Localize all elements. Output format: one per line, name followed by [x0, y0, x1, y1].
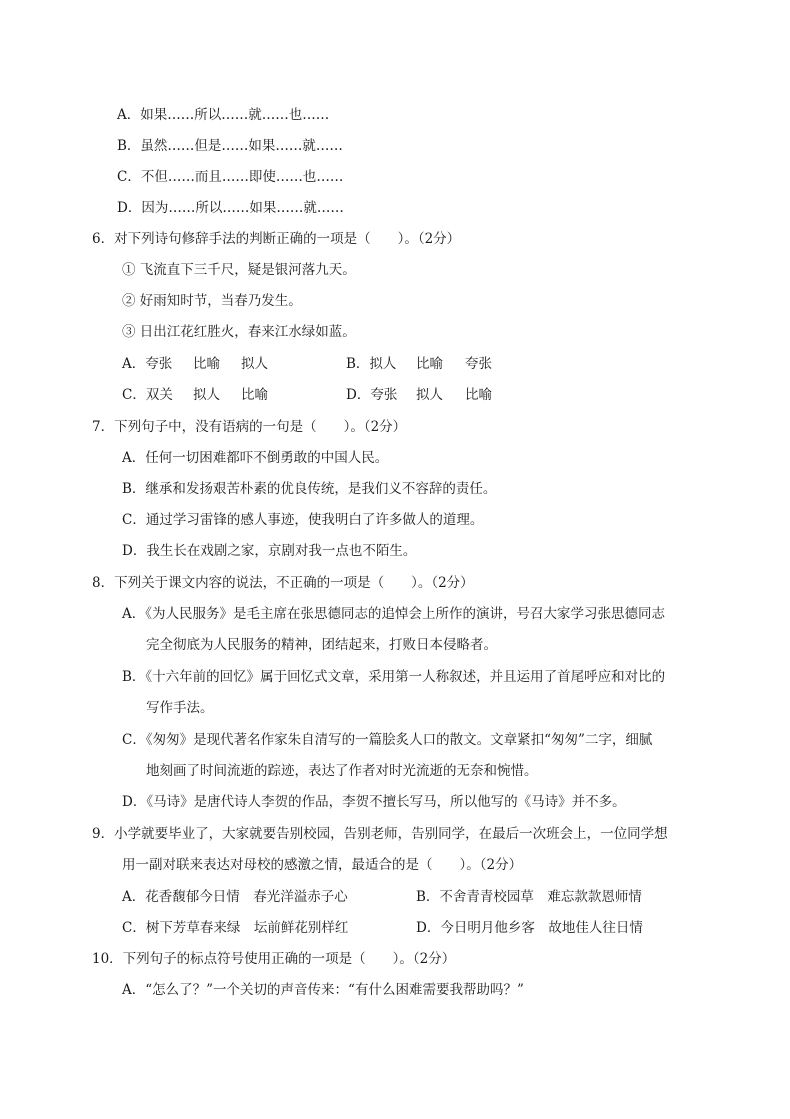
q6-option-d-term-3: 比喻: [465, 387, 492, 403]
q6-option-a-term-2: 比喻: [193, 356, 220, 372]
q8-stem: 8．下列关于课文内容的说法，不正确的一项是（ ）。（2分）: [92, 575, 474, 591]
q6-option-a-term-1: A．夸张: [122, 356, 173, 372]
q6-option-a-term-3: 拟人: [241, 356, 268, 372]
q8-option-a-line1: A．《为人民服务》是毛主席在张思德同志的追悼会上所作的演讲，号召大家学习张思德同志: [122, 606, 665, 622]
q6-option-c-term-1: C．双关: [122, 387, 173, 403]
q9-option-a: A．花香馥郁今日情 春光洋溢赤子心: [122, 889, 348, 905]
q5-option-c: C．不但……而且……即使……也……: [117, 169, 344, 185]
q9-option-b: B．不舍青青校园草 难忘款款恩师情: [416, 889, 642, 905]
q7-stem: 7．下列句子中，没有语病的一句是（ ）。（2分）: [92, 419, 407, 435]
q7-option-a: A．任何一切困难都吓不倒勇敢的中国人民。: [122, 450, 389, 466]
q5-option-b: B．虽然……但是……如果……就……: [117, 138, 343, 154]
q7-option-b: B．继承和发扬艰苦朴素的优良传统，是我们义不容辞的责任。: [122, 481, 497, 497]
q6-item-3: ③ 日出江花红胜火，春来江水绿如蓝。: [122, 324, 356, 340]
q5-option-d: D．因为……所以……如果……就……: [117, 200, 344, 216]
q6-option-b-term-3: 夸张: [465, 356, 492, 372]
q10-stem: 10．下列句子的标点符号使用正确的一项是（ ）。（2分）: [92, 951, 456, 967]
q8-option-a-line2: 完全彻底为人民服务的精神，团结起来，打败日本侵略者。: [146, 637, 497, 653]
q6-item-2: ② 好雨知时节，当春乃发生。: [122, 293, 302, 309]
q6-option-c-term-3: 比喻: [241, 387, 268, 403]
q8-option-d: D．《马诗》是唐代诗人李贺的作品，李贺不擅长写马，所以他写的《马诗》并不多。: [122, 794, 626, 810]
q6-item-1: ① 飞流直下三千尺，疑是银河落九天。: [122, 262, 356, 278]
q9-stem-line1: 9．小学就要毕业了，大家就要告别校园，告别老师，告别同学，在最后一次班会上，一位同学想: [92, 826, 668, 842]
q10-option-a: A．“怎么了？”一个关切的声音传来：“有什么困难需要我帮助吗？”: [122, 982, 524, 998]
q8-option-b-line2: 写作手法。: [146, 700, 214, 716]
q9-stem-line2: 用一副对联来表达对母校的感激之情，最适合的是（ ）。（2分）: [122, 857, 523, 873]
q6-stem: 6．对下列诗句修辞手法的判断正确的一项是（ ）。（2分）: [92, 231, 461, 247]
q6-option-d-term-2: 拟人: [416, 387, 443, 403]
q9-option-d: D．今日明月他乡客 故地佳人往日情: [416, 920, 643, 936]
q8-option-c-line1: C．《匆匆》是现代著名作家朱自清写的一篇脍炙人口的散文。文章紧扣“匆匆”二字，细腻: [122, 732, 653, 748]
q7-option-c: C．通过学习雷锋的感人事迹，使我明白了许多做人的道理。: [122, 512, 484, 528]
q6-option-b-term-1: B．拟人: [346, 356, 397, 372]
q8-option-c-line2: 地刻画了时间流逝的踪迹，表达了作者对时光流逝的无奈和惋惜。: [146, 763, 538, 779]
q8-option-b-line1: B．《十六年前的回忆》属于回忆式文章，采用第一人称叙述，并且运用了首尾呼应和对比的: [122, 669, 666, 685]
q7-option-d: D．我生长在戏剧之家，京剧对我一点也不陌生。: [122, 543, 417, 559]
q6-option-b-term-2: 比喻: [416, 356, 443, 372]
q6-option-d-term-1: D．夸张: [346, 387, 398, 403]
q5-option-a: A．如果……所以……就……也……: [117, 107, 330, 123]
q9-option-c: C．树下芳草春来绿 坛前鲜花别样红: [122, 920, 349, 936]
q6-option-c-term-2: 拟人: [193, 387, 220, 403]
